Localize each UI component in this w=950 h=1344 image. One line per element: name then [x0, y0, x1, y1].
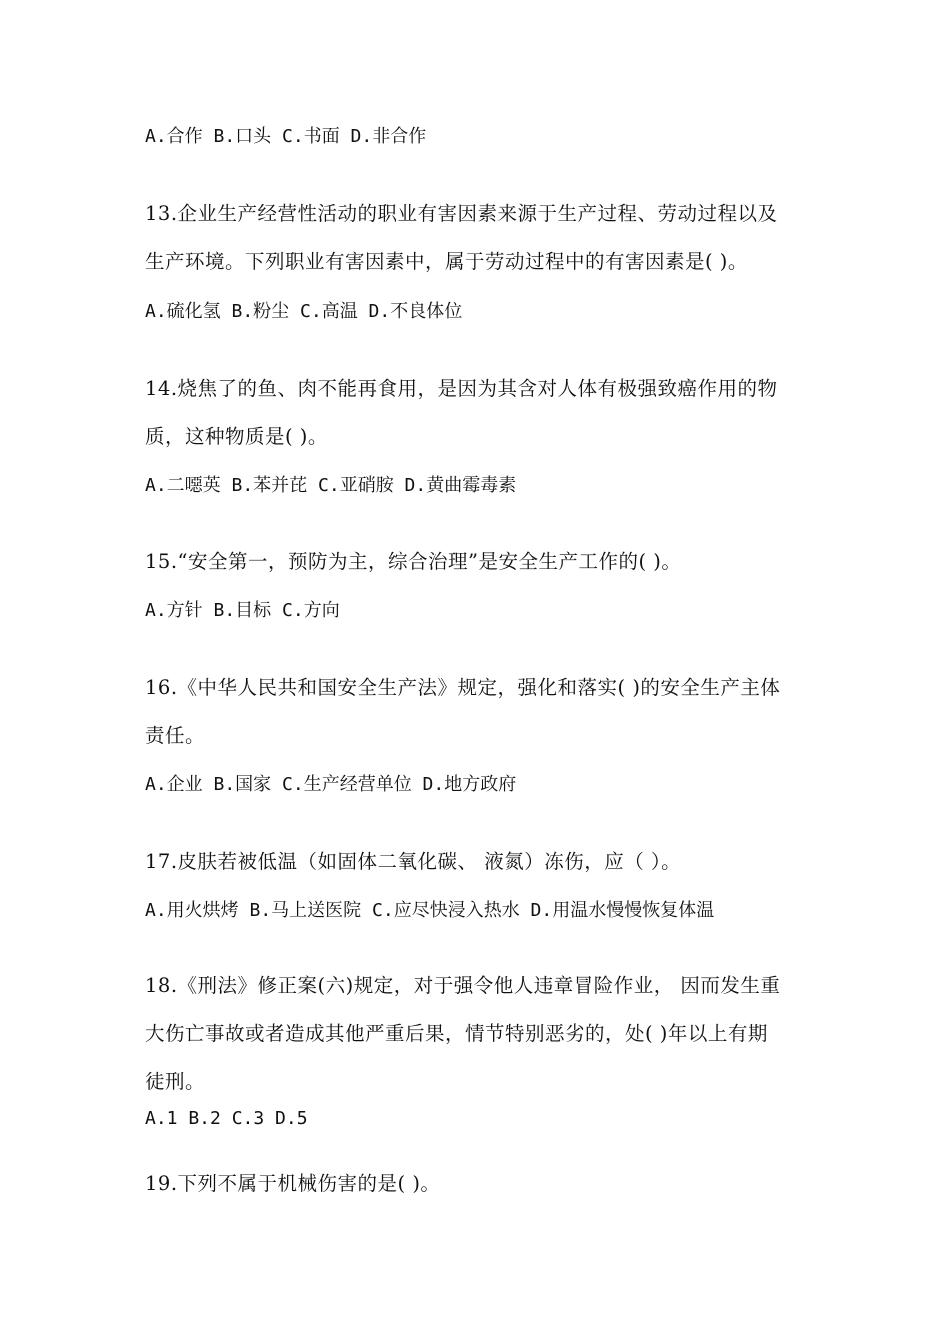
- question-18-line-2: 大伤亡事故或者造成其他严重后果，情节特别恶劣的，处( )年以上有期: [145, 1022, 768, 1045]
- options-line-q14: A.二噁英 B.苯并芘 C.亚硝胺 D.黄曲霉毒素: [145, 475, 517, 496]
- options-line-q17: A.用火烘烤 B.马上送医院 C.应尽快浸入热水 D.用温水慢慢恢复体温: [145, 900, 715, 921]
- options-line-q13: A.硫化氢 B.粉尘 C.高温 D.不良体位: [145, 301, 463, 322]
- options-line-q15: A.方针 B.目标 C.方向: [145, 600, 340, 621]
- question-16-line-2: 责任。: [145, 724, 206, 747]
- question-16-line-1: 16.《中华人民共和国安全生产法》规定，强化和落实( )的安全生产主体: [145, 676, 781, 699]
- question-13-line-2: 生产环境。下列职业有害因素中，属于劳动过程中的有害因素是( )。: [145, 250, 748, 273]
- question-14-line-2: 质，这种物质是( )。: [145, 425, 328, 448]
- options-line-q18: A.1 B.2 C.3 D.5: [145, 1108, 308, 1129]
- question-15-line-1: 15.“安全第一，预防为主，综合治理”是安全生产工作的( )。: [145, 550, 682, 573]
- question-18-line-1: 18.《刑法》修正案(六)规定，对于强令他人违章冒险作业， 因而发生重: [145, 974, 781, 997]
- options-line-q12: A.合作 B.口头 C.书面 D.非合作: [145, 126, 427, 147]
- question-13-line-1: 13.企业生产经营性活动的职业有害因素来源于生产过程、劳动过程以及: [145, 202, 778, 225]
- question-18-line-3: 徒刑。: [145, 1070, 206, 1093]
- question-14-line-1: 14.烧焦了的鱼、肉不能再食用，是因为其含对人体有极强致癌作用的物: [145, 377, 778, 400]
- question-17-line-1: 17.皮肤若被低温（如固体二氧化碳、 液氮）冻伤，应（ ）。: [145, 850, 682, 873]
- question-19-line-1: 19.下列不属于机械伤害的是( )。: [145, 1172, 441, 1195]
- options-line-q16: A.企业 B.国家 C.生产经营单位 D.地方政府: [145, 774, 517, 795]
